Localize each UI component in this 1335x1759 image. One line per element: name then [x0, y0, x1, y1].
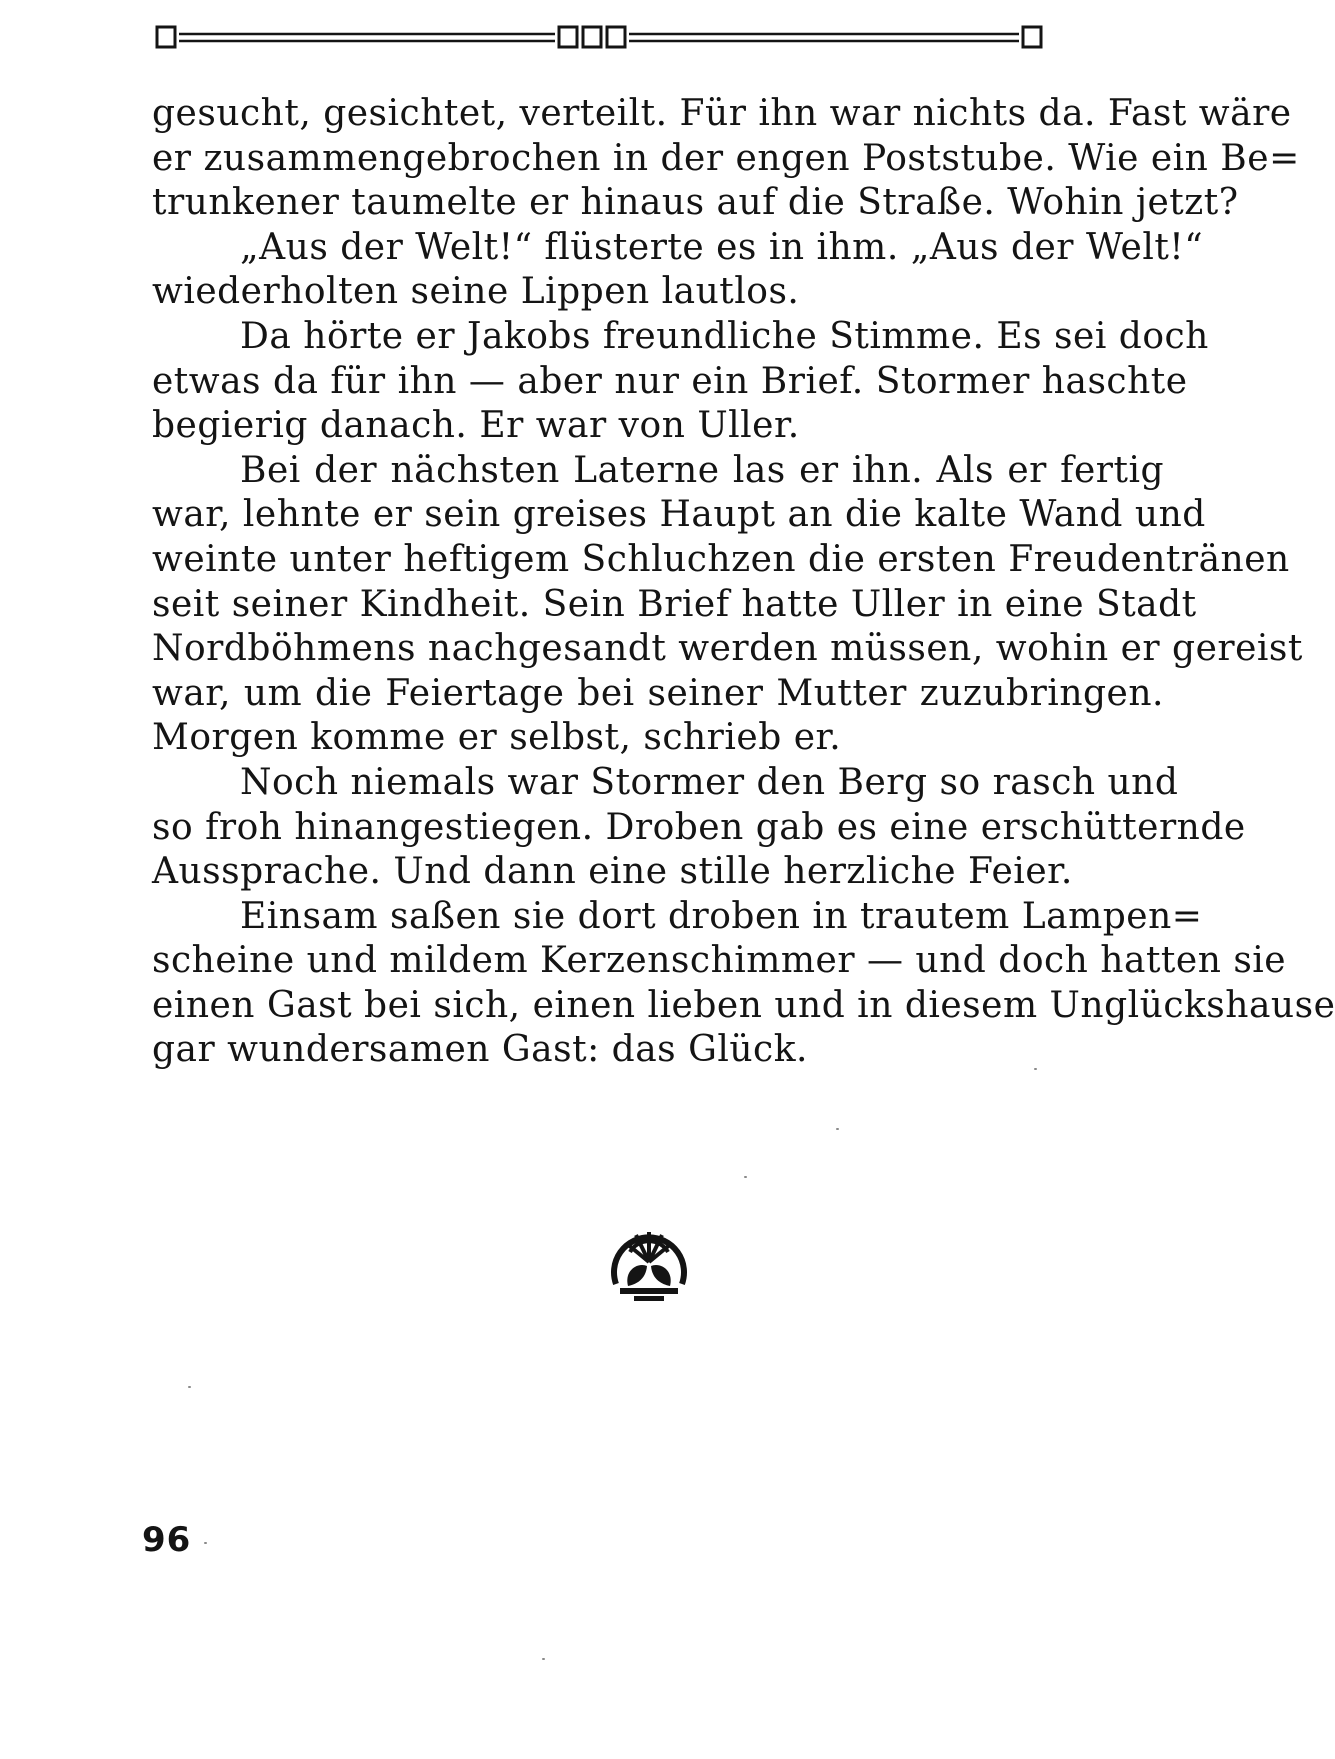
paragraph-6 [152, 895, 1335, 1073]
text-line: etwas da für ihn — aber nur ein Brief. Stormer haschte [152, 360, 1188, 402]
text-line: Da hörte er Jakobs freundliche Stimme. Es sei doch [240, 315, 1209, 357]
text-line: Einsam saßen sie dort droben in trautem Lampen= [240, 895, 1203, 937]
shell-vignette-icon [608, 1222, 690, 1304]
text-line: seit seiner Kindheit. Sein Brief hatte Uller in eine Stadt [152, 583, 1197, 625]
text-line: Morgen komme er selbst, schrieb er. [152, 717, 842, 759]
end-vignette [608, 1222, 690, 1304]
text-line: war, um die Feiertage bei seiner Mutter zuzubringen. [152, 672, 1164, 714]
text-line: er zusammengebrochen in der engen Poststube. Wie ein Be= [152, 137, 1300, 179]
text-line: Bei der nächsten Laterne las er ihn. Als er fertig [240, 449, 1164, 491]
text-line: weinte unter heftigem Schluchzen die ersten Freudentränen [152, 538, 1290, 580]
text-line: Aussprache. Und dann eine stille herzliche Feier. [152, 851, 1073, 893]
text-line: Nordböhmens nachgesandt werden müssen, wohin er gereist [152, 628, 1303, 670]
text-line: war, lehnte er sein greises Haupt an die kalte Wand und [152, 494, 1206, 536]
dust-speck [1034, 1068, 1037, 1070]
text-line: so froh hinangestiegen. Droben gab es eine erschütternde [152, 806, 1246, 848]
paragraph-4 [152, 449, 1303, 761]
ornamental-rule-icon [155, 22, 1165, 56]
dust-speck [204, 1542, 207, 1544]
text-line: begierig danach. Er war von Uller. [152, 405, 800, 447]
paragraph-3 [152, 315, 1209, 449]
dust-speck [188, 1386, 191, 1388]
text-line: Noch niemals war Stormer den Berg so rasch und [240, 761, 1179, 803]
text-line: wiederholten seine Lippen lautlos. [152, 271, 800, 313]
paragraph-1 [152, 92, 1300, 226]
text-line: trunkener taumelte er hinaus auf die Straße. Wohin jetzt? [152, 182, 1239, 224]
text-line: gesucht, gesichtet, verteilt. Für ihn war nichts da. Fast wäre [152, 93, 1292, 134]
dust-speck [542, 1658, 545, 1660]
paragraph-5 [152, 761, 1246, 895]
text-line: „Aus der Welt!“ flüsterte es in ihm. „Aus der Welt!“ [240, 226, 1204, 268]
text-line: scheine und mildem Kerzenschimmer — und doch hatten sie [152, 940, 1287, 982]
dust-speck [744, 1176, 747, 1178]
header-ornamental-rule [155, 22, 1165, 56]
text-line: gar wundersamen Gast: das Glück. [152, 1029, 808, 1071]
dust-speck [836, 1128, 839, 1130]
page-number: 96 [142, 1520, 192, 1560]
body-text [152, 92, 1335, 1073]
paragraph-2 [152, 226, 1204, 315]
text-line: einen Gast bei sich, einen lieben und in diesem Unglückshause [152, 984, 1335, 1026]
